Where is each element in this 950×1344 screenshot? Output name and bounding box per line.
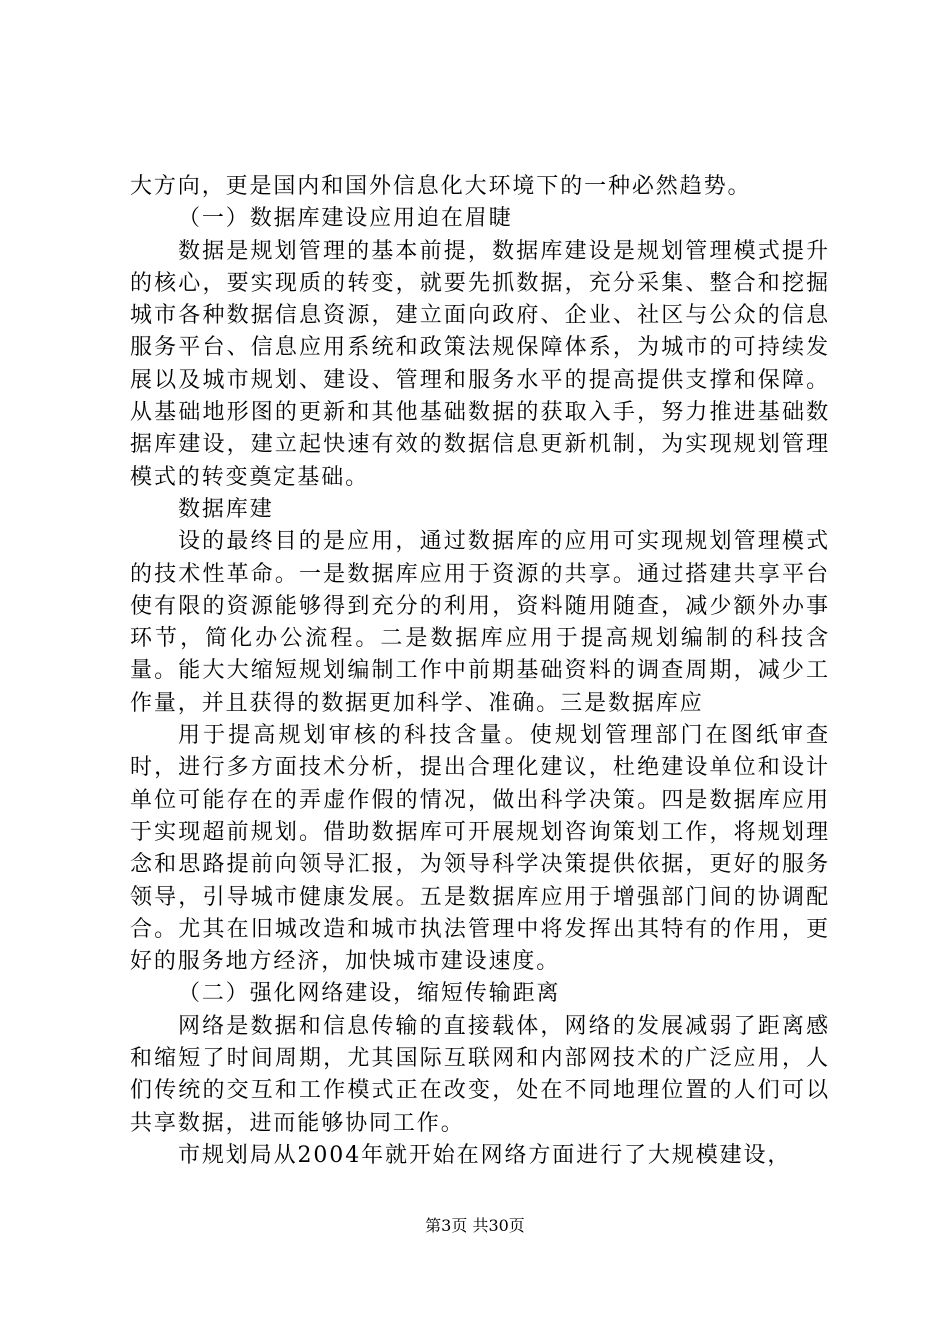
section-heading-network: （二）强化网络建设，缩短传输距离 [178, 981, 561, 1007]
paragraph-network-carrier: 网络是数据和信息传输的直接载体，网络的发展减弱了距离感和缩短了时间周期，尤其国际互联网和内部网技术的广泛应用，人们传统的交互和工作模式正在改变，处在不同地理位置的人们可以共享数据，进而能够协同工作。 [130, 1013, 830, 1136]
page-footer: 第3页 共30页 [425, 1216, 525, 1235]
paragraph-database-build: 数据库建 [178, 496, 274, 522]
section-heading-database: （一）数据库建设应用迫在眉睫 [178, 206, 513, 232]
paragraph-database-application: 设的最终目的是应用，通过数据库的应用可实现规划管理模式的技术性革命。一是数据库应用于资源的共享。通过搭建共享平台使有限的资源能够得到充分的利用，资料随用随查，减少额外办事环节，简化办公流程。二是数据库应用于提高规划编制的科技含量。能大大缩短规划编制工作中前期基础资料的调查周期，减少工作量，并且获得的数据更加科学、准确。三是数据库应 [130, 529, 830, 716]
paragraph-continuation: 大方向，更是国内和国外信息化大环境下的一种必然趋势。 [130, 174, 752, 199]
document-body [130, 171, 830, 1172]
paragraph-database-review: 用于提高规划审核的科技含量。使规划管理部门在图纸审查时，进行多方面技术分析，提出合理化建议，杜绝建设单位和设计单位可能存在的弄虚作假的情况，做出科学决策。四是数据库应用于实现超前规划。借助数据库可开展规划咨询策划工作，将规划理念和思路提前向领导汇报，为领导科学决策提供依据，更好的服务领导，引导城市健康发展。五是数据库应用于增强部门间的协调配合。尤其在旧城改造和城市执法管理中将发挥出其特有的作用，更好的服务地方经济，加快城市建设速度。 [130, 723, 830, 975]
paragraph-database-premise: 数据是规划管理的基本前提，数据库建设是规划管理模式提升的核心，要实现质的转变，就要先抓数据，充分采集、整合和挖掘城市各种数据信息资源，建立面向政府、企业、社区与公众的信息服务平台、信息应用系统和政策法规保障体系，为城市的可持续发展以及城市规划、建设、管理和服务水平的提高提供支撑和保障。从基础地形图的更新和其他基础数据的获取入手，努力推进基础数据库建设，建立起快速有效的数据信息更新机制，为实现规划管理模式的转变奠定基础。 [130, 238, 830, 490]
paragraph-network-bureau: 市规划局从2004年就开始在网络方面进行了大规模建设， [178, 1142, 792, 1168]
